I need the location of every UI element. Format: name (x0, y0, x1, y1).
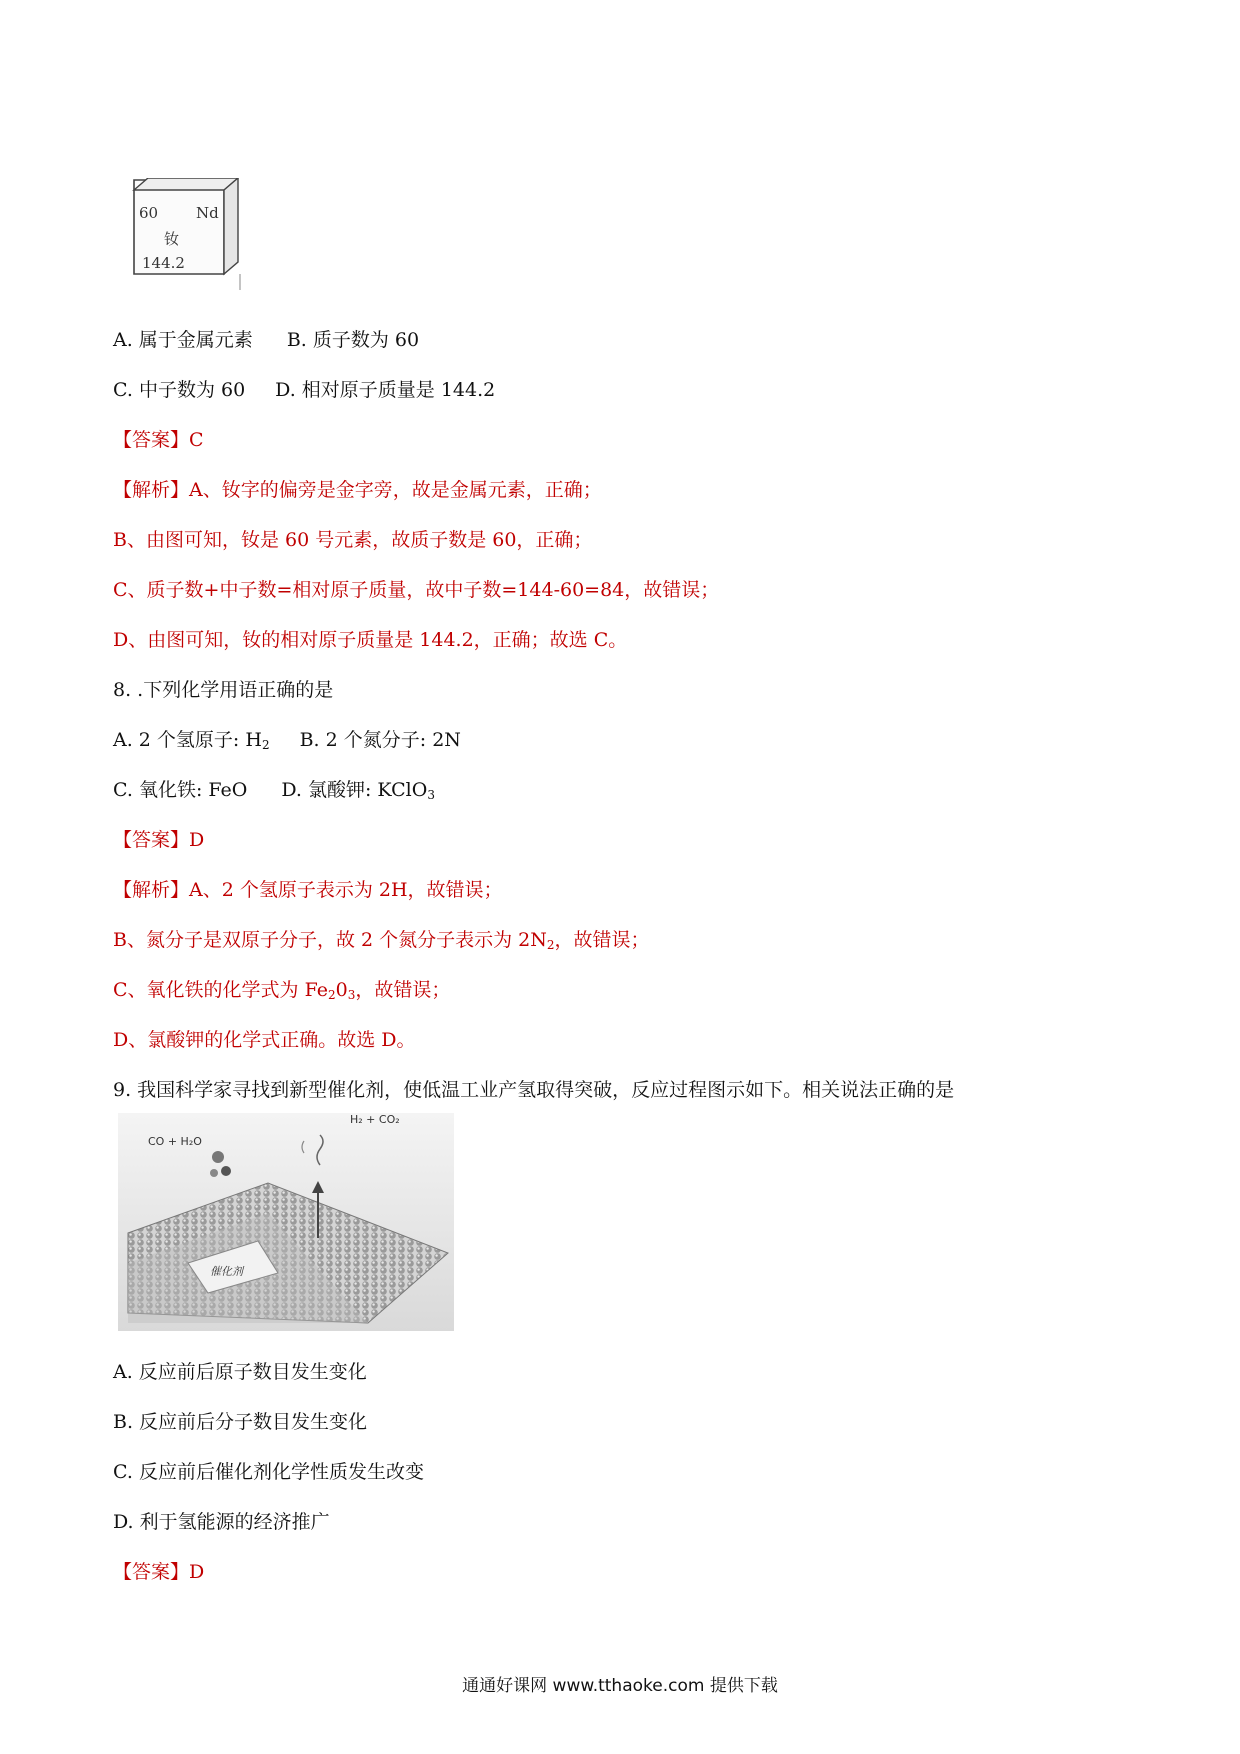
q8-option-d: D. 氯酸钾: KClO$_3$ (281, 779, 435, 802)
element-symbol: Nd (196, 204, 219, 222)
figure-reactants-label: CO + H₂O (148, 1135, 202, 1148)
figure-products-label: H₂ + CO₂ (350, 1113, 400, 1126)
q8-answer: 【答案】D (113, 829, 205, 851)
page-footer: 通通好课网 www.tthaoke.com 提供下载 (462, 1676, 778, 1696)
q8-option-a: A. 2 个氢原子: $H_2$ (113, 729, 270, 752)
q7-option-b: B. 质子数为 60 (286, 329, 420, 351)
q8-options-row-2 (113, 778, 435, 807)
q9-option-b: B. 反应前后分子数目发生变化 (113, 1411, 368, 1433)
q9-stem: 9. 我国科学家寻找到新型催化剂，使低温工业产氢取得突破，反应过程图示如下。相关说法正确的是 (113, 1079, 955, 1101)
q9-option-a: A. 反应前后原子数目发生变化 (113, 1361, 367, 1383)
q9-option-d: D. 利于氢能源的经济推广 (113, 1511, 330, 1533)
q7-answer: 【答案】C (113, 429, 204, 451)
q7-analysis-b: B、由图可知，钕是 60 号元素，故质子数是 60，正确； (113, 529, 593, 551)
q7-analysis-a: 【解析】A、钕字的偏旁是金字旁，故是金属元素，正确； (113, 479, 602, 501)
q7-options-row-2 (113, 378, 495, 402)
figure-catalyst-label: 催化剂 (210, 1265, 243, 1278)
element-name: 钕 (164, 230, 180, 248)
q7-option-d: D. 相对原子质量是 144.2 (275, 379, 496, 401)
q9-answer: 【答案】D (113, 1561, 205, 1583)
catalyst-reaction-figure (118, 1113, 454, 1331)
q8-option-c: C. 氧化铁: FeO (113, 779, 248, 801)
element-card-box (120, 178, 260, 290)
element-card-figure (120, 178, 260, 290)
q7-option-c: C. 中子数为 60 (113, 379, 246, 401)
element-mass: 144.2 (142, 254, 185, 272)
q7-analysis-d: D、由图可知，钕的相对原子质量是 144.2，正确；故选 C。 (113, 629, 628, 651)
q9-option-c: C. 反应前后催化剂化学性质发生改变 (113, 1461, 424, 1483)
q7-analysis-c: C、质子数+中子数=相对原子质量，故中子数=144-60=84，故错误； (113, 579, 720, 601)
q7-options-row-1 (113, 328, 419, 352)
element-number: 60 (139, 204, 159, 222)
q7-option-a: A. 属于金属元素 (113, 329, 253, 351)
q8-analysis-b: B、氮分子是双原子分子，故 2 个氮分子表示为 $2N_2$，故错误； (113, 929, 650, 952)
q8-analysis-d: D、氯酸钾的化学式正确。故选 D。 (113, 1029, 416, 1051)
q8-stem: 8. .下列化学用语正确的是 (113, 679, 334, 701)
q8-analysis-a: 【解析】A、2 个氢原子表示为 2H，故错误； (113, 879, 503, 901)
q8-options-row-1 (113, 728, 461, 757)
q8-analysis-c: C、氧化铁的化学式为 $Fe_20_3$，故错误； (113, 979, 451, 1002)
q8-option-b: B. 2 个氮分子: 2N (299, 729, 461, 751)
